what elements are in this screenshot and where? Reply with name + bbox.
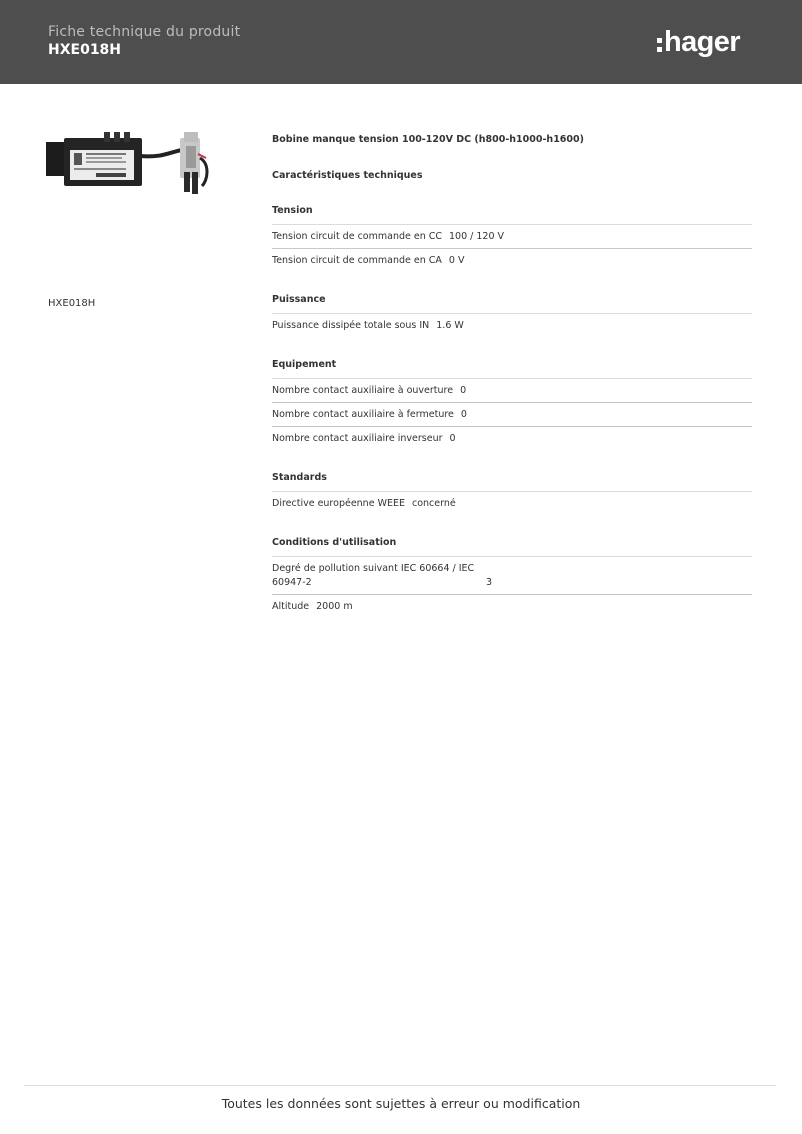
footer-disclaimer: Toutes les données sont sujettes à erreur ou modification — [221, 1096, 581, 1111]
spec-row — [272, 595, 752, 618]
spec-label: Nombre contact auxiliaire inverseur — [272, 433, 443, 444]
section-tension — [272, 204, 752, 272]
spec-row — [272, 225, 752, 249]
spec-value: 0 — [449, 433, 456, 444]
spec-content — [272, 133, 752, 618]
header-subtitle: Fiche technique du produit — [48, 24, 241, 40]
hager-logo — [657, 25, 740, 59]
spec-row — [272, 249, 752, 272]
footer-divider — [24, 1085, 776, 1086]
spec-row — [272, 492, 752, 515]
spec-row — [272, 403, 752, 427]
spec-label: Nombre contact auxiliaire à ouverture — [272, 385, 454, 396]
page-header — [0, 0, 802, 84]
spec-value: concerné — [411, 498, 456, 509]
product-image — [44, 128, 214, 200]
section-title: Tension — [272, 204, 752, 225]
product-name: Bobine manque tension 100-120V DC (h800-h1000-h1600) — [272, 134, 584, 145]
product-reference: HXE018H — [48, 298, 96, 309]
spec-label: Directive européenne WEEE — [272, 498, 405, 509]
spec-label: Altitude — [272, 601, 310, 612]
logo-colon-icon — [657, 38, 662, 52]
section-title: Puissance — [272, 293, 752, 314]
spec-row — [272, 314, 752, 337]
section-title: Standards — [272, 471, 752, 492]
header-title: HXE018H — [48, 42, 122, 58]
section-equipement — [272, 358, 752, 450]
tech-heading: Caractéristiques techniques — [272, 170, 423, 181]
spec-value: 0 — [460, 409, 467, 420]
section-puissance — [272, 293, 752, 337]
logo-text: hager — [664, 25, 740, 58]
spec-value: 0 — [460, 385, 467, 396]
spec-label: Tension circuit de commande en CC — [272, 231, 443, 242]
spec-value: 100 / 120 V — [449, 231, 505, 242]
section-title: Conditions d'utilisation — [272, 536, 752, 557]
spec-label: Tension circuit de commande en CA — [272, 255, 442, 266]
spec-value: 1.6 W — [436, 320, 464, 331]
section-standards — [272, 471, 752, 515]
spec-row — [272, 557, 752, 595]
spec-value: 0 V — [448, 255, 465, 266]
spec-row — [272, 379, 752, 403]
spec-value: 2000 m — [316, 601, 353, 612]
spec-label: Nombre contact auxiliaire à fermeture — [272, 409, 454, 420]
spec-row — [272, 427, 752, 450]
section-title: Equipement — [272, 358, 752, 379]
spec-label: Puissance dissipée totale sous IN — [272, 320, 430, 331]
spec-value: 3 — [486, 577, 493, 588]
spec-label: Degré de pollution suivant IEC 60664 / IEC 60947-2 — [272, 563, 475, 588]
section-conditions — [272, 536, 752, 618]
